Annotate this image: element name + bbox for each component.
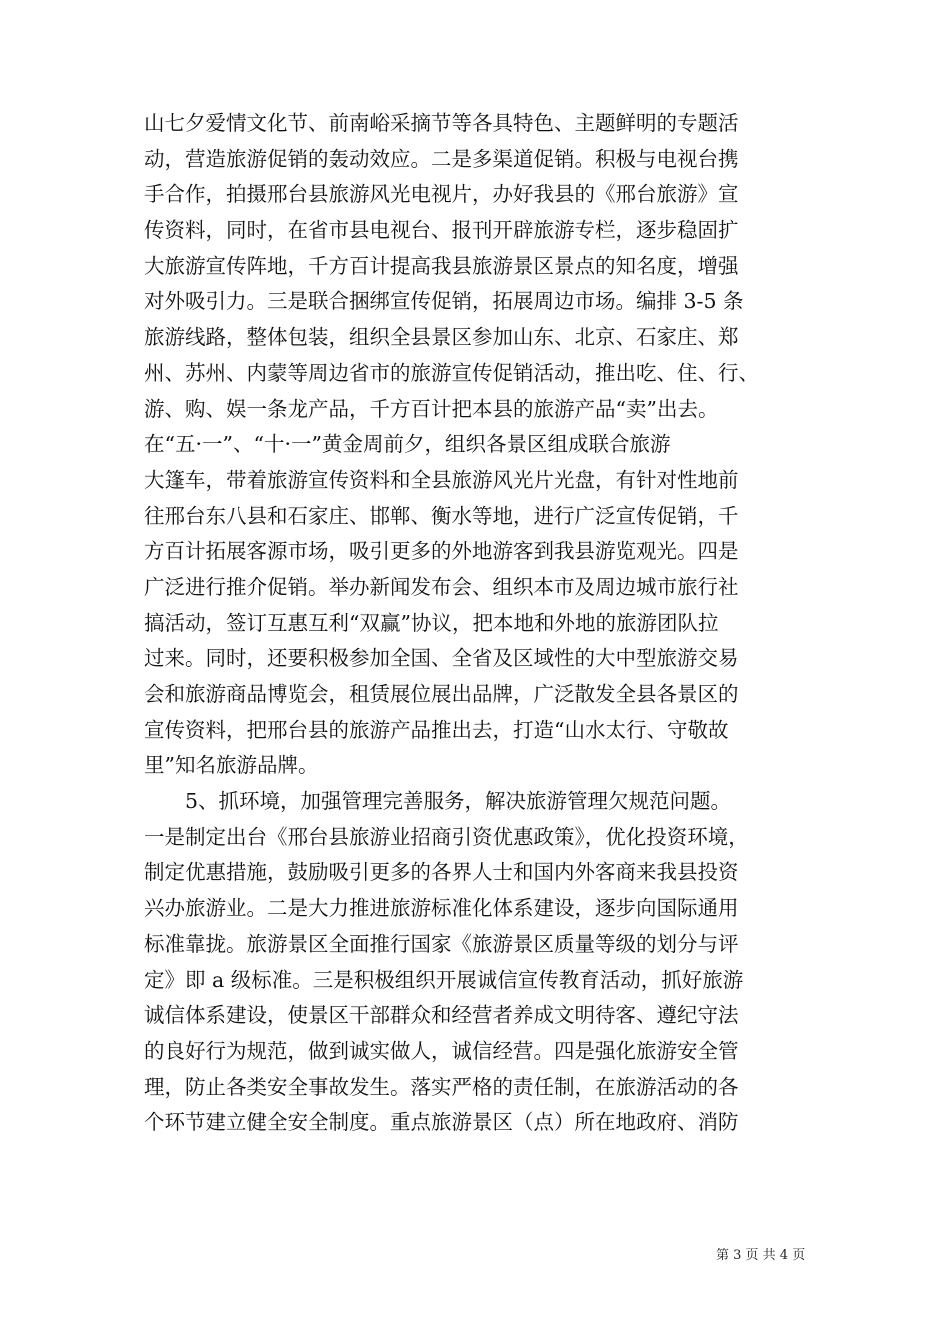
text-line: 个环节建立健全安全制度。重点旅游景区（点）所在地政府、消防 — [144, 1110, 739, 1135]
text-line: 搞活动，签订互惠互利“双赢”协议，把本地和外地的旅游团队拉 — [144, 610, 719, 635]
text-line: 制定优惠措施，鼓励吸引更多的各界人士和国内外客商来我县投资 — [144, 860, 739, 885]
text-line: 大旅游宣传阵地，千方百计提高我县旅游景区景点的知名度，增强 — [144, 253, 739, 278]
text-line: 在“五·一”、“十·一”黄金周前夕，组织各景区组成联合旅游 — [144, 432, 671, 457]
text-line: 一是制定出台《邢台县旅游业招商引资优惠政策》，优化投资环境， — [144, 824, 749, 849]
text-line: 诚信体系建设，使景区干部群众和经营者养成文明待客、遵纪守法 — [144, 1003, 739, 1028]
text-line: 兴办旅游业。二是大力推进旅游标准化体系建设，逐步向国际通用 — [144, 896, 739, 921]
text-line: 会和旅游商品博览会，租赁展位展出品牌，广泛散发全县各景区的 — [144, 682, 739, 706]
page-number-footer: 第 3 页 共 4 页 — [716, 1248, 806, 1263]
text-line: 对外吸引力。三是联合捆绑宣传促销，拓展周边市场。编排 3-5 条 — [144, 289, 744, 314]
text-line: 宣传资料，把邢台县的旅游产品推出去，打造“山水太行、守敬故 — [144, 717, 729, 742]
text-line: 旅游线路，整体包装，组织全县景区参加山东、北京、石家庄、郑 — [144, 325, 739, 350]
text-line: 传资料，同时，在省市县电视台、报刊开辟旅游专栏，逐步稳固扩 — [144, 218, 739, 243]
section-heading-line: 5、抓环境，加强管理完善服务，解决旅游管理欠规范问题。 — [144, 789, 732, 814]
text-line: 广泛进行推介促销。举办新闻发布会、组织本市及周边城市旅行社 — [144, 574, 739, 599]
text-line: 方百计拓展客源市场，吸引更多的外地游客到我县游览观光。四是 — [144, 539, 739, 564]
text-line: 过来。同时，还要积极参加全国、全省及区域性的大中型旅游交易 — [144, 646, 739, 671]
body-text — [144, 106, 824, 1141]
text-line: 大篷车，带着旅游宣传资料和全县旅游风光片光盘，有针对性地前 — [144, 467, 739, 492]
text-line: 定》即 a 级标准。三是积极组织开展诚信宣传教育活动，抓好旅游 — [144, 967, 744, 992]
text-line: 的良好行为规范，做到诚实做人，诚信经营。四是强化旅游安全管 — [144, 1038, 739, 1063]
text-line: 手合作，拍摄邢台县旅游风光电视片，办好我县的《邢台旅游》宣 — [144, 182, 739, 207]
text-line: 里”知名旅游品牌。 — [144, 753, 319, 778]
text-line: 动，营造旅游促销的轰动效应。二是多渠道促销。积极与电视台携 — [144, 146, 739, 171]
text-line: 标准靠拢。旅游景区全面推行国家《旅游景区质量等级的划分与评 — [144, 931, 739, 956]
text-line: 往邢台东八县和石家庄、邯郸、衡水等地，进行广泛宣传促销，千 — [144, 503, 739, 528]
text-line: 山七夕爱情文化节、前南峪采摘节等各具特色、主题鲜明的专题活 — [144, 111, 739, 135]
text-line: 州、苏州、内蒙等周边省市的旅游宣传促销活动，推出吃、住、行、 — [144, 360, 759, 385]
text-line: 理，防止各类安全事故发生。落实严格的责任制，在旅游活动的各 — [144, 1074, 739, 1099]
text-line: 游、购、娱一条龙产品，千方百计把本县的旅游产品“卖”出去。 — [144, 396, 719, 421]
